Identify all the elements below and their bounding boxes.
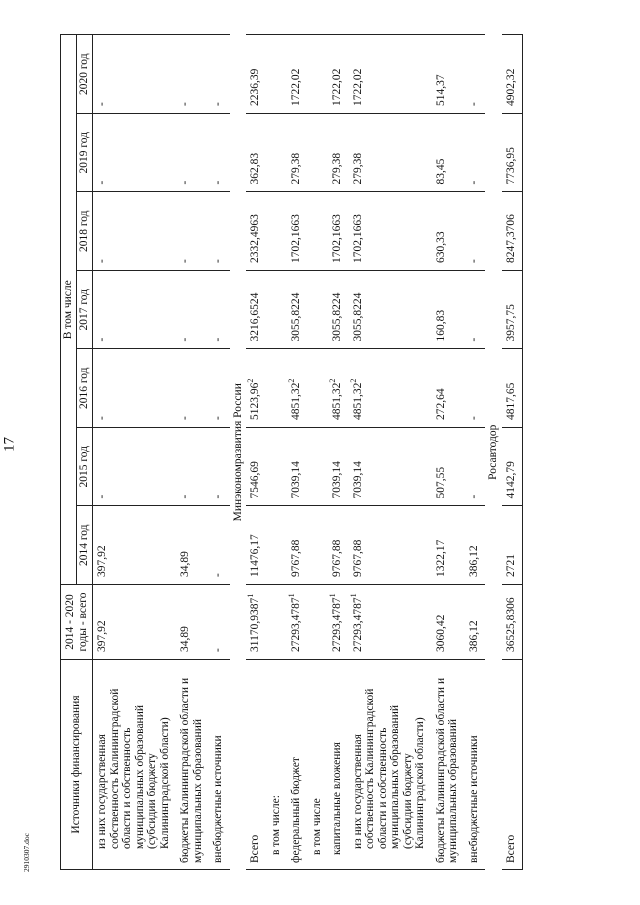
cell-value: 272,64 [434, 388, 447, 420]
value-cell [209, 349, 230, 428]
cell-value: - [96, 259, 108, 263]
cell-value: 34,89 [179, 626, 191, 652]
value-cell [93, 35, 177, 114]
value-cell [465, 506, 486, 585]
cell-value: 27293,4787 [351, 597, 364, 652]
header-year: 2017 год [77, 271, 93, 350]
value-cell [246, 428, 267, 507]
cell-value: - [212, 494, 224, 499]
row-label: федеральный бюджет [287, 660, 308, 870]
cell-value: - [467, 416, 480, 420]
section-title: Росавтодор [487, 424, 499, 480]
cell-value: 5123,96 [249, 382, 261, 420]
value-cell [502, 428, 523, 507]
value-cell [93, 506, 177, 585]
value-cell [349, 428, 432, 507]
header-year: 2020 год [77, 35, 93, 114]
cell-value: 9767,88 [290, 539, 302, 577]
value-cell [432, 35, 465, 114]
value-cell [209, 192, 230, 271]
value-cell [246, 35, 267, 114]
value-cell [93, 114, 177, 193]
value-cell [349, 114, 432, 193]
table-body [93, 35, 523, 870]
cell-value: 279,38 [351, 152, 364, 185]
cell-value: 4851,32 [290, 382, 302, 420]
cell-value: 386,12 [467, 620, 480, 652]
header-total-line2: годы - всего [76, 592, 89, 652]
value-cell [287, 428, 308, 507]
cell-value: 7039,14 [351, 461, 364, 499]
cell-value: 514,37 [434, 74, 447, 106]
table-row [287, 35, 308, 870]
value-cell [267, 114, 288, 193]
value-cell [349, 271, 432, 350]
cell-value: 397,92 [96, 620, 108, 652]
footnote-mark: 1 [287, 593, 297, 598]
value-cell [287, 506, 308, 585]
cell-value: 4817,65 [504, 382, 517, 420]
table-row [209, 35, 230, 870]
cell-value: 11476,17 [249, 534, 261, 577]
table-row [267, 35, 288, 870]
table-row [465, 35, 486, 870]
cell-value: - [212, 180, 224, 185]
table-row [432, 35, 465, 870]
cell-value: 7039,14 [290, 461, 302, 499]
cell-value: 386,12 [467, 545, 480, 577]
page-number: 17 [1, 437, 18, 452]
cell-value: 2236,39 [249, 68, 261, 106]
table-row [328, 35, 349, 870]
row-label: бюджеты Калининградской области и муниципальных образований [432, 660, 465, 870]
header-year: 2016 год [77, 349, 93, 428]
value-cell [432, 114, 465, 193]
row-label: внебюджетные источники [209, 660, 230, 870]
cell-value: 8247,3706 [504, 214, 517, 263]
value-cell [267, 349, 288, 428]
cell-value: - [212, 259, 224, 263]
cell-value: 1722,02 [290, 68, 302, 106]
value-cell [267, 506, 288, 585]
value-cell [308, 114, 329, 193]
row-label: из них государственная собственность Калининградской области и собственность муниципальных образований (субсидии бюджету Калининградской области) [93, 660, 177, 870]
value-cell [246, 271, 267, 350]
value-cell [349, 192, 432, 271]
table-row [349, 35, 432, 870]
value-cell [308, 35, 329, 114]
table-row [502, 35, 523, 870]
value-cell [308, 271, 329, 350]
value-cell [349, 585, 432, 660]
value-cell [246, 585, 267, 660]
value-cell [93, 349, 177, 428]
value-cell [287, 585, 308, 660]
value-cell [465, 585, 486, 660]
cell-value: 7736,95 [504, 147, 517, 185]
value-cell [176, 271, 209, 350]
value-cell [432, 506, 465, 585]
cell-value: 1702,1663 [331, 214, 343, 263]
value-cell [465, 349, 486, 428]
value-cell [308, 349, 329, 428]
value-cell [93, 585, 177, 660]
section-row [230, 35, 247, 870]
header-total [61, 585, 93, 660]
cell-value: - [179, 337, 191, 342]
cell-value: 1722,02 [351, 68, 364, 106]
header-group: В том числе [61, 35, 77, 585]
value-cell [349, 35, 432, 114]
header-year: 2018 год [77, 192, 93, 271]
cell-value: 160,83 [434, 309, 447, 342]
value-cell [308, 192, 329, 271]
cell-value: 27293,4787 [331, 597, 343, 652]
value-cell [328, 349, 349, 428]
value-cell [502, 271, 523, 350]
footnote-mark: 1 [328, 593, 338, 598]
header-total-line1: 2014 - 2020 [63, 594, 76, 650]
header-year: 2015 год [77, 428, 93, 507]
cell-value: 362,83 [249, 152, 261, 185]
cell-value: - [212, 337, 224, 342]
footer-file-code: 2910307.doc [22, 833, 31, 872]
value-cell [287, 192, 308, 271]
header-year: 2014 год [77, 506, 93, 585]
cell-value: - [96, 180, 108, 185]
cell-value: 3957,75 [504, 304, 517, 342]
value-cell [209, 428, 230, 507]
footnote-mark: 2 [246, 378, 256, 383]
value-cell [176, 114, 209, 193]
value-cell [432, 192, 465, 271]
cell-value: - [96, 416, 108, 420]
cell-value: 1702,1663 [351, 214, 364, 263]
cell-value: 3055,8224 [351, 292, 364, 342]
header-source: Источники финансирования [61, 660, 93, 870]
cell-value: 1322,17 [434, 539, 447, 577]
value-cell [287, 114, 308, 193]
value-cell [176, 349, 209, 428]
row-label: в том числе [308, 660, 329, 870]
value-cell [465, 192, 486, 271]
cell-value: - [467, 494, 480, 499]
cell-value: - [96, 337, 108, 342]
row-label: из них государственная собственность Калининградской области и собственность муниципальных образований (субсидии бюджету Калининградской области) [349, 660, 432, 870]
cell-value: 4902,32 [504, 68, 517, 106]
value-cell [328, 271, 349, 350]
footnote-mark: 1 [246, 593, 256, 598]
value-cell [328, 428, 349, 507]
cell-value: 4851,32 [351, 382, 364, 420]
value-cell [93, 428, 177, 507]
value-cell [209, 114, 230, 193]
value-cell [267, 192, 288, 271]
footnote-mark: 1 [348, 593, 358, 598]
cell-value: - [467, 259, 480, 263]
value-cell [328, 585, 349, 660]
cell-value: - [212, 648, 224, 652]
value-cell [502, 585, 523, 660]
cell-value: 3216,6524 [249, 292, 261, 342]
value-cell [432, 349, 465, 428]
cell-value: 7546,69 [249, 461, 261, 499]
value-cell [328, 506, 349, 585]
value-cell [502, 506, 523, 585]
value-cell [176, 585, 209, 660]
table-header [61, 35, 93, 870]
cell-value: 34,89 [179, 551, 191, 577]
cell-value: - [179, 494, 191, 499]
value-cell [246, 506, 267, 585]
value-cell [328, 35, 349, 114]
financing-table-block [60, 35, 600, 870]
cell-value: 3055,8224 [290, 292, 302, 342]
cell-value: 630,33 [434, 231, 447, 263]
value-cell [287, 35, 308, 114]
value-cell [465, 114, 486, 193]
value-cell [267, 271, 288, 350]
cell-value: 83,45 [434, 158, 447, 185]
footnote-mark: 2 [348, 378, 358, 383]
cell-value: - [467, 180, 480, 185]
cell-value: 3060,42 [434, 614, 447, 652]
cell-value: - [467, 337, 480, 342]
row-label: Всего [246, 660, 267, 870]
value-cell [176, 428, 209, 507]
value-cell [465, 271, 486, 350]
cell-value: 4142,79 [504, 461, 517, 499]
cell-value: 2332,4963 [249, 214, 261, 263]
section-row [485, 35, 502, 870]
value-cell [246, 349, 267, 428]
value-cell [308, 585, 329, 660]
value-cell [502, 192, 523, 271]
cell-value: 3055,8224 [331, 292, 343, 342]
value-cell [349, 506, 432, 585]
value-cell [93, 271, 177, 350]
value-cell [465, 35, 486, 114]
table-row [246, 35, 267, 870]
cell-value: - [467, 102, 480, 106]
cell-value: 279,38 [290, 152, 302, 185]
table-row [308, 35, 329, 870]
value-cell [465, 428, 486, 507]
value-cell [93, 192, 177, 271]
cell-value: 27293,4787 [290, 597, 302, 652]
value-cell [267, 585, 288, 660]
value-cell [432, 271, 465, 350]
cell-value: - [179, 180, 191, 185]
value-cell [176, 35, 209, 114]
value-cell [209, 35, 230, 114]
cell-value: 36525,8306 [504, 597, 517, 652]
header-year: 2019 год [77, 114, 93, 193]
cell-value: - [212, 102, 224, 106]
value-cell [287, 271, 308, 350]
value-cell [209, 585, 230, 660]
cell-value: 1702,1663 [290, 214, 302, 263]
cell-value: - [212, 416, 224, 420]
table-row [93, 35, 177, 870]
row-label: бюджеты Калининградской области и муниципальных образований [176, 660, 209, 870]
cell-value: 2721 [504, 554, 517, 577]
footnote-mark: 2 [287, 378, 297, 383]
section-title: Минэкономразвития России [231, 383, 244, 522]
value-cell [328, 192, 349, 271]
value-cell [308, 428, 329, 507]
cell-value: - [179, 259, 191, 263]
cell-value: 9767,88 [351, 539, 364, 577]
row-label: Всего [502, 660, 523, 870]
row-label: капитальные вложения [328, 660, 349, 870]
value-cell [246, 192, 267, 271]
value-cell [502, 349, 523, 428]
financing-table [60, 34, 523, 870]
value-cell [287, 349, 308, 428]
table-row [176, 35, 209, 870]
value-cell [267, 428, 288, 507]
cell-value: 9767,88 [331, 539, 343, 577]
value-cell [502, 114, 523, 193]
cell-value: - [179, 416, 191, 420]
value-cell [176, 192, 209, 271]
cell-value: 1722,02 [331, 68, 343, 106]
row-label: в том числе: [267, 660, 288, 870]
cell-value: 7039,14 [331, 461, 343, 499]
value-cell [176, 506, 209, 585]
row-label: внебюджетные источники [465, 660, 486, 870]
cell-value: - [179, 102, 191, 106]
cell-value: - [212, 573, 224, 577]
value-cell [267, 35, 288, 114]
footnote-mark: 2 [328, 378, 338, 383]
value-cell [308, 506, 329, 585]
cell-value: 507,55 [434, 466, 447, 499]
cell-value: 31170,9387 [249, 597, 261, 652]
value-cell [328, 114, 349, 193]
value-cell [432, 585, 465, 660]
value-cell [209, 506, 230, 585]
cell-value: 279,38 [331, 152, 343, 185]
value-cell [502, 35, 523, 114]
value-cell [209, 271, 230, 350]
value-cell [432, 428, 465, 507]
cell-value: - [96, 494, 108, 499]
cell-value: 397,92 [96, 545, 108, 577]
value-cell [349, 349, 432, 428]
cell-value: - [96, 102, 108, 106]
cell-value: 4851,32 [331, 382, 343, 420]
value-cell [246, 114, 267, 193]
